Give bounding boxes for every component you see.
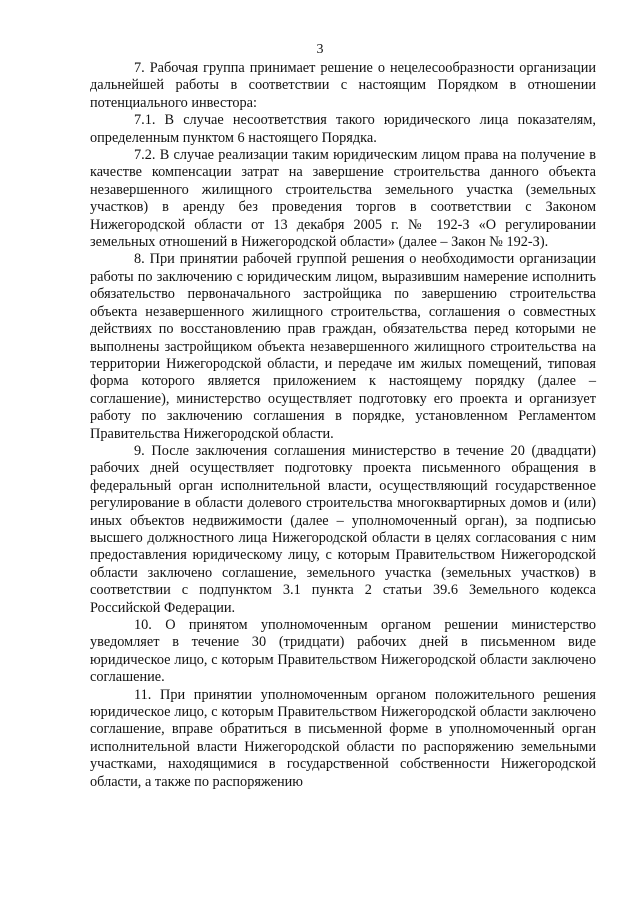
paragraph-9: 9. После заключения соглашения министерство в течение 20 (двадцати) рабочих дней осуществляет подготовку проекта письменного обращения в федеральный орган исполнительной власти, осуществляющий государственное регулирование в области долевого строительства многоквартирных домов и (или) иных объектов недвижимости (далее – уполномоченный орган), за подписью высшего должностного лица Нижегородской области в целях согласования с ним предоставления юридическому лицу, с которым Правительством Нижегородской области заключено соглашение, земельного участка (земельных участков) в соответствии с подпунктом 3.1 пункта 2 статьи 39.6 Земельного кодекса Российской Федерации. [90,442,596,616]
paragraph-7: 7. Рабочая группа принимает решение о нецелесообразности организации дальнейшей работы в соответствии с настоящим Порядком в отношении потенциального инвестора: [90,60,596,111]
paragraph-7-1: 7.1. В случае несоответствия такого юридического лица показателям, определенным пунктом 6 настоящего Порядка. [90,112,596,146]
paragraph-7-2: 7.2. В случае реализации таким юридическим лицом права на получение в качестве компенсации затрат на завершение строительства данного объекта незавершенного жилищного строительства земельного участка (земельных участков) в аренду без проведения торгов в соответствии с Законом Нижегородской области от 13 декабря 2005 г. № 192-З «О регулировании земельных отношений в Нижегородской области» (далее – Закон № 192-З). [90,147,596,251]
paragraph-8: 8. При принятии рабочей группой решения о необходимости организации работы по заключению с юридическим лицом, выразившим намерение исполнить обязательство первоначального застройщика по завершению строительства объекта незавершенного жилищного строительства, соглашения о совместных действиях по восстановлению прав граждан, обязательства перед которыми не выполнены застройщиком объекта незавершенного жилищного строительства на территории Нижегородской области, и передаче им жилых помещений, типовая форма которого является приложением к настоящему порядку (далее – соглашение), министерство осуществляет подготовку его проекта и организует работу по заключению соглашения в порядке, установленном Регламентом Правительства Нижегородской области. [90,251,596,442]
page-number: 3 [316,42,324,57]
document-body [90,60,596,791]
paragraph-11: 11. При принятии уполномоченным органом положительного решения юридическое лицо, с которым Правительством Нижегородской области заключено соглашение, вправе обратиться в письменной форме в уполномоченный орган исполнительной власти Нижегородской области по распоряжению земельными участками, находящимися в государственной собственности Нижегородской области, а также по распоряжению [90,686,596,790]
paragraph-10: 10. О принятом уполномоченным органом решении министерство уведомляет в течение 30 (тридцати) рабочих дней в письменном виде юридическое лицо, с которым Правительством Нижегородской области заключено соглашение. [90,617,596,686]
